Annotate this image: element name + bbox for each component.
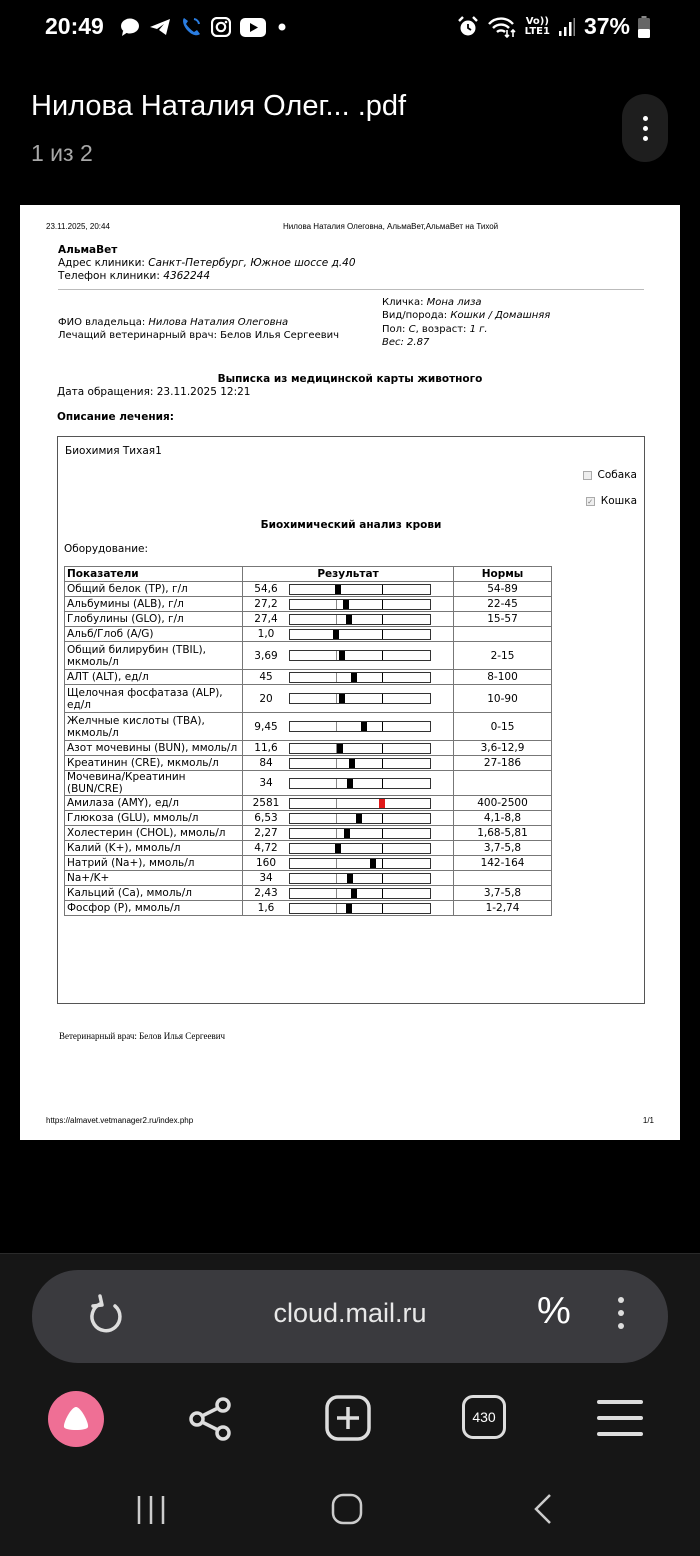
gauge-marker bbox=[347, 874, 353, 883]
checkbox-dog[interactable] bbox=[583, 469, 637, 481]
table-row bbox=[65, 642, 552, 670]
vet-signature: Ветеринарный врач: Белов Илья Сергеевич bbox=[59, 1031, 226, 1041]
clinic-info bbox=[58, 244, 356, 283]
age-label: , возраст: bbox=[415, 323, 470, 335]
pet-breed: Кошки / Домашняя bbox=[450, 310, 551, 322]
result-value: 9,45 bbox=[254, 720, 278, 733]
table-row bbox=[65, 796, 552, 811]
owner-info bbox=[58, 316, 339, 342]
result-cell bbox=[243, 642, 454, 670]
indicator-name: Na+/K+ bbox=[65, 871, 243, 886]
gauge-low-divider bbox=[336, 874, 337, 883]
result-cell bbox=[243, 713, 454, 741]
gauge-low-divider bbox=[336, 814, 337, 823]
dot-icon bbox=[643, 136, 648, 141]
analysis-title: Биохимический анализ крови bbox=[260, 519, 442, 531]
indicator-name: Кальций (Ca), ммоль/л bbox=[65, 886, 243, 901]
system-navigation-bar bbox=[0, 1460, 700, 1556]
gauge-high-divider bbox=[382, 615, 383, 624]
norm-range: 22-45 bbox=[454, 597, 552, 612]
result-value: 1,0 bbox=[257, 628, 275, 640]
address-bar[interactable] bbox=[32, 1270, 668, 1363]
print-header: Нилова Наталия Олеговна, АльмаВет,АльмаВет на Тихой bbox=[283, 222, 499, 231]
results-table bbox=[64, 566, 552, 916]
result-gauge bbox=[289, 758, 431, 769]
network-label: LTE1 bbox=[524, 25, 550, 37]
battery-percent: 37% bbox=[583, 13, 630, 39]
gauge-high-divider bbox=[382, 694, 383, 703]
result-cell bbox=[243, 685, 454, 713]
norm-range: 15-57 bbox=[454, 612, 552, 627]
norm-range: 54-89 bbox=[454, 582, 552, 597]
gauge-high-divider bbox=[382, 874, 383, 883]
result-gauge bbox=[289, 599, 431, 610]
table-row bbox=[65, 670, 552, 685]
menu-icon[interactable] bbox=[597, 1398, 643, 1438]
gauge-high-divider bbox=[382, 600, 383, 609]
norm-range: 3,7-5,8 bbox=[454, 841, 552, 856]
result-gauge bbox=[289, 888, 431, 899]
extract-title: Выписка из медицинской карты животного bbox=[217, 373, 483, 385]
dot-icon bbox=[618, 1323, 624, 1329]
gauge-marker bbox=[333, 630, 339, 639]
breed-label: Вид/порода: bbox=[382, 310, 451, 322]
gauge-low-divider bbox=[336, 799, 337, 808]
result-gauge bbox=[289, 672, 431, 683]
table-row bbox=[65, 901, 552, 916]
header-norms: Нормы bbox=[454, 567, 552, 582]
table-row bbox=[65, 856, 552, 871]
result-cell bbox=[243, 771, 454, 796]
result-value: 20 bbox=[259, 692, 273, 705]
norm-range: 4,1-8,8 bbox=[454, 811, 552, 826]
result-gauge bbox=[289, 828, 431, 839]
gauge-marker bbox=[349, 759, 355, 768]
table-row bbox=[65, 612, 552, 627]
norm-range bbox=[454, 871, 552, 886]
table-row bbox=[65, 826, 552, 841]
result-cell bbox=[243, 886, 454, 901]
result-value: 27,2 bbox=[254, 598, 278, 610]
result-gauge bbox=[289, 858, 431, 869]
result-value: 11,6 bbox=[254, 742, 278, 754]
volte-lte-indicator bbox=[525, 17, 550, 37]
analysis-box bbox=[57, 436, 645, 1004]
table-row bbox=[65, 871, 552, 886]
instagram-icon bbox=[211, 17, 231, 37]
gauge-low-divider bbox=[336, 615, 337, 624]
pet-info bbox=[382, 296, 550, 349]
gauge-high-divider bbox=[382, 814, 383, 823]
pdf-page[interactable] bbox=[20, 205, 680, 1140]
indicator-name: Холестерин (CHOL), ммоль/л bbox=[65, 826, 243, 841]
result-cell bbox=[243, 627, 454, 642]
indicator-name: Креатинин (CRE), мкмоль/л bbox=[65, 756, 243, 771]
gauge-high-divider bbox=[382, 904, 383, 913]
gauge-marker bbox=[344, 829, 350, 838]
gauge-high-divider bbox=[382, 651, 383, 660]
table-row bbox=[65, 741, 552, 756]
result-value: 160 bbox=[255, 857, 277, 869]
gauge-high-divider bbox=[382, 859, 383, 868]
back-icon[interactable] bbox=[530, 1492, 556, 1526]
pet-sex: С bbox=[408, 323, 416, 335]
gauge-low-divider bbox=[336, 859, 337, 868]
result-gauge bbox=[289, 873, 431, 884]
norm-range: 10-90 bbox=[454, 685, 552, 713]
url-text[interactable]: cloud.mail.ru bbox=[273, 1298, 427, 1328]
footer-url: https://almavet.vetmanager2.ru/index.php bbox=[46, 1116, 194, 1125]
tabs-count-button[interactable]: 430 bbox=[462, 1395, 506, 1439]
gauge-marker bbox=[339, 694, 345, 703]
norm-range: 1,68-5,81 bbox=[454, 826, 552, 841]
table-row bbox=[65, 841, 552, 856]
table-row bbox=[65, 811, 552, 826]
gauge-marker bbox=[346, 615, 352, 624]
url-more-button[interactable] bbox=[618, 1297, 624, 1329]
gauge-high-divider bbox=[382, 585, 383, 594]
norm-range: 0-15 bbox=[454, 713, 552, 741]
result-value: 34 bbox=[259, 777, 273, 789]
result-cell bbox=[243, 871, 454, 886]
pet-name: Мона лиза bbox=[426, 297, 482, 308]
result-value: 45 bbox=[259, 671, 273, 683]
sex-label: Пол: bbox=[382, 323, 409, 335]
result-value: 34 bbox=[259, 872, 273, 884]
gauge-marker bbox=[335, 844, 341, 853]
indicator-name: АЛТ (ALT), ед/л bbox=[65, 670, 243, 685]
browser-toolbar bbox=[0, 1386, 700, 1456]
visit-date: Дата обращения: 23.11.2025 12:21 bbox=[57, 386, 251, 398]
table-row bbox=[65, 771, 552, 796]
status-bar bbox=[0, 0, 700, 58]
clinic-address: Санкт-Петербург, Южное шоссе д.40 bbox=[148, 257, 356, 269]
result-gauge bbox=[289, 721, 431, 732]
checkbox-unchecked-icon bbox=[583, 471, 592, 480]
indicator-name: Амилаза (AMY), ед/л bbox=[65, 796, 243, 811]
gauge-marker bbox=[347, 779, 353, 788]
result-cell bbox=[243, 901, 454, 916]
result-cell bbox=[243, 756, 454, 771]
gauge-marker bbox=[379, 799, 385, 808]
table-row bbox=[65, 886, 552, 901]
result-value: 84 bbox=[259, 757, 273, 769]
gauge-low-divider bbox=[336, 722, 337, 731]
result-gauge bbox=[289, 903, 431, 914]
clinic-name: АльмаВет bbox=[58, 244, 118, 256]
gauge-marker bbox=[361, 722, 367, 731]
gauge-marker bbox=[339, 651, 345, 660]
gauge-marker bbox=[351, 889, 357, 898]
page-counter: 1 из 2 bbox=[31, 140, 93, 166]
result-cell bbox=[243, 796, 454, 811]
table-row bbox=[65, 713, 552, 741]
result-value: 2,27 bbox=[254, 827, 278, 839]
checkbox-cat-label: Кошка bbox=[600, 495, 637, 507]
gauge-high-divider bbox=[382, 889, 383, 898]
gauge-low-divider bbox=[336, 600, 337, 609]
gauge-low-divider bbox=[336, 779, 337, 788]
result-gauge bbox=[289, 778, 431, 789]
dot-icon bbox=[275, 22, 289, 32]
status-time: 20:49 bbox=[45, 13, 104, 39]
checkbox-dog-label: Собака bbox=[597, 469, 637, 481]
gauge-marker bbox=[351, 673, 357, 682]
table-row bbox=[65, 685, 552, 713]
norm-range: 2-15 bbox=[454, 642, 552, 670]
norm-range: 400-2500 bbox=[454, 796, 552, 811]
result-gauge bbox=[289, 813, 431, 824]
result-cell bbox=[243, 597, 454, 612]
result-cell bbox=[243, 582, 454, 597]
gauge-low-divider bbox=[336, 651, 337, 660]
home-icon[interactable] bbox=[330, 1492, 364, 1526]
result-cell bbox=[243, 856, 454, 871]
indicator-name: Мочевина/Креатинин (BUN/CRE) bbox=[65, 771, 243, 796]
share-icon[interactable] bbox=[188, 1396, 234, 1442]
alarm-icon bbox=[457, 16, 479, 38]
pet-name-label: Кличка: bbox=[382, 297, 427, 308]
norm-range bbox=[454, 771, 552, 796]
result-cell bbox=[243, 612, 454, 627]
wifi-icon bbox=[487, 16, 517, 38]
indicator-name: Желчные кислоты (TBA), мкмоль/л bbox=[65, 713, 243, 741]
doctor-name: Белов Илья Сергеевич bbox=[220, 330, 340, 341]
table-row bbox=[65, 627, 552, 642]
gauge-low-divider bbox=[336, 694, 337, 703]
recent-apps-icon[interactable] bbox=[134, 1494, 168, 1526]
equipment-label: Оборудование: bbox=[64, 543, 149, 555]
indicator-name: Натрий (Na+), ммоль/л bbox=[65, 856, 243, 871]
result-value: 4,72 bbox=[254, 842, 278, 854]
clinic-phone: 4362244 bbox=[163, 270, 211, 282]
reader-mode-button[interactable]: % bbox=[537, 1290, 571, 1332]
indicator-name: Азот мочевины (BUN), ммоль/л bbox=[65, 741, 243, 756]
gauge-high-divider bbox=[382, 779, 383, 788]
norm-range: 27-186 bbox=[454, 756, 552, 771]
gauge-low-divider bbox=[336, 829, 337, 838]
result-cell bbox=[243, 841, 454, 856]
indicator-name: Глобулины (GLO), г/л bbox=[65, 612, 243, 627]
phone-call-icon bbox=[180, 16, 202, 38]
result-value: 2581 bbox=[252, 797, 280, 809]
checkbox-checked-icon: ✓ bbox=[587, 497, 594, 506]
gauge-low-divider bbox=[336, 759, 337, 768]
result-cell bbox=[243, 741, 454, 756]
divider bbox=[58, 289, 644, 290]
indicator-name: Общий белок (TP), г/л bbox=[65, 582, 243, 597]
gauge-marker bbox=[343, 600, 349, 609]
gauge-marker bbox=[356, 814, 362, 823]
result-gauge bbox=[289, 614, 431, 625]
footer-page: 1/1 bbox=[642, 1116, 654, 1125]
youtube-icon bbox=[240, 18, 266, 37]
gauge-high-divider bbox=[382, 673, 383, 682]
indicator-name: Фосфор (P), ммоль/л bbox=[65, 901, 243, 916]
gauge-low-divider bbox=[336, 904, 337, 913]
gauge-high-divider bbox=[382, 759, 383, 768]
table-row bbox=[65, 582, 552, 597]
print-date: 23.11.2025, 20:44 bbox=[46, 222, 110, 231]
gauge-high-divider bbox=[382, 744, 383, 753]
new-tab-icon[interactable] bbox=[325, 1395, 371, 1441]
alice-icon bbox=[61, 1405, 91, 1433]
result-gauge bbox=[289, 693, 431, 704]
gauge-marker bbox=[370, 859, 376, 868]
pet-age: 1 г. bbox=[469, 323, 488, 335]
norm-range: 3,6-12,9 bbox=[454, 741, 552, 756]
result-value: 1,6 bbox=[257, 902, 275, 914]
checkbox-cat[interactable] bbox=[586, 495, 637, 507]
result-cell bbox=[243, 670, 454, 685]
gauge-high-divider bbox=[382, 630, 383, 639]
result-gauge bbox=[289, 743, 431, 754]
gauge-high-divider bbox=[382, 829, 383, 838]
more-options-button[interactable] bbox=[622, 94, 668, 162]
norm-range: 142-164 bbox=[454, 856, 552, 871]
indicator-name: Калий (K+), ммоль/л bbox=[65, 841, 243, 856]
result-gauge bbox=[289, 650, 431, 661]
gauge-marker bbox=[335, 585, 341, 594]
dot-icon bbox=[643, 116, 648, 121]
norm-range bbox=[454, 627, 552, 642]
header-result: Результат bbox=[243, 567, 454, 582]
table-header-row bbox=[65, 567, 552, 582]
signal-icon bbox=[558, 17, 576, 37]
header-indicators: Показатели bbox=[65, 567, 243, 582]
result-gauge bbox=[289, 629, 431, 640]
doctor-label: Лечащий ветеринарный врач: bbox=[58, 330, 221, 341]
gauge-low-divider bbox=[336, 889, 337, 898]
gauge-marker bbox=[346, 904, 352, 913]
gauge-high-divider bbox=[382, 844, 383, 853]
gauge-high-divider bbox=[382, 722, 383, 731]
owner-name: Нилова Наталия Олеговна bbox=[148, 317, 289, 328]
result-cell bbox=[243, 826, 454, 841]
norm-range: 3,7-5,8 bbox=[454, 886, 552, 901]
volte-label: Vo)) bbox=[525, 15, 549, 27]
table-row bbox=[65, 756, 552, 771]
indicator-name: Общий билирубин (TBIL), мкмоль/л bbox=[65, 642, 243, 670]
analysis-box-title: Биохимия Тихая1 bbox=[65, 445, 162, 457]
indicator-name: Альб/Глоб (A/G) bbox=[65, 627, 243, 642]
result-value: 54,6 bbox=[254, 583, 278, 595]
clinic-phone-label: Телефон клиники: bbox=[58, 270, 164, 282]
telegram-icon bbox=[149, 18, 171, 36]
indicator-name: Щелочная фосфатаза (ALP), ед/л bbox=[65, 685, 243, 713]
indicator-name: Глюкоза (GLU), ммоль/л bbox=[65, 811, 243, 826]
alice-assistant-button[interactable] bbox=[48, 1391, 104, 1447]
norm-range: 1-2,74 bbox=[454, 901, 552, 916]
dot-icon bbox=[618, 1297, 624, 1303]
result-gauge bbox=[289, 584, 431, 595]
pet-weight: Вес: 2.87 bbox=[382, 336, 430, 348]
treatment-label: Описание лечения: bbox=[57, 411, 174, 423]
result-gauge bbox=[289, 843, 431, 854]
result-value: 3,69 bbox=[254, 649, 278, 662]
clinic-address-label: Адрес клиники: bbox=[58, 257, 149, 269]
gauge-marker bbox=[337, 744, 343, 753]
indicator-name: Альбумины (ALB), г/л bbox=[65, 597, 243, 612]
table-row bbox=[65, 597, 552, 612]
result-value: 27,4 bbox=[254, 613, 278, 625]
result-cell bbox=[243, 811, 454, 826]
gauge-low-divider bbox=[336, 673, 337, 682]
norm-range: 8-100 bbox=[454, 670, 552, 685]
result-gauge bbox=[289, 798, 431, 809]
battery-icon bbox=[638, 16, 650, 38]
result-value: 2,43 bbox=[254, 887, 278, 899]
result-value: 6,53 bbox=[254, 812, 278, 824]
chat-icon bbox=[120, 18, 140, 36]
dot-icon bbox=[643, 126, 648, 131]
dot-icon bbox=[618, 1310, 624, 1316]
document-title: Нилова Наталия Олег... .pdf bbox=[31, 90, 407, 122]
owner-label: ФИО владельца: bbox=[58, 317, 149, 328]
